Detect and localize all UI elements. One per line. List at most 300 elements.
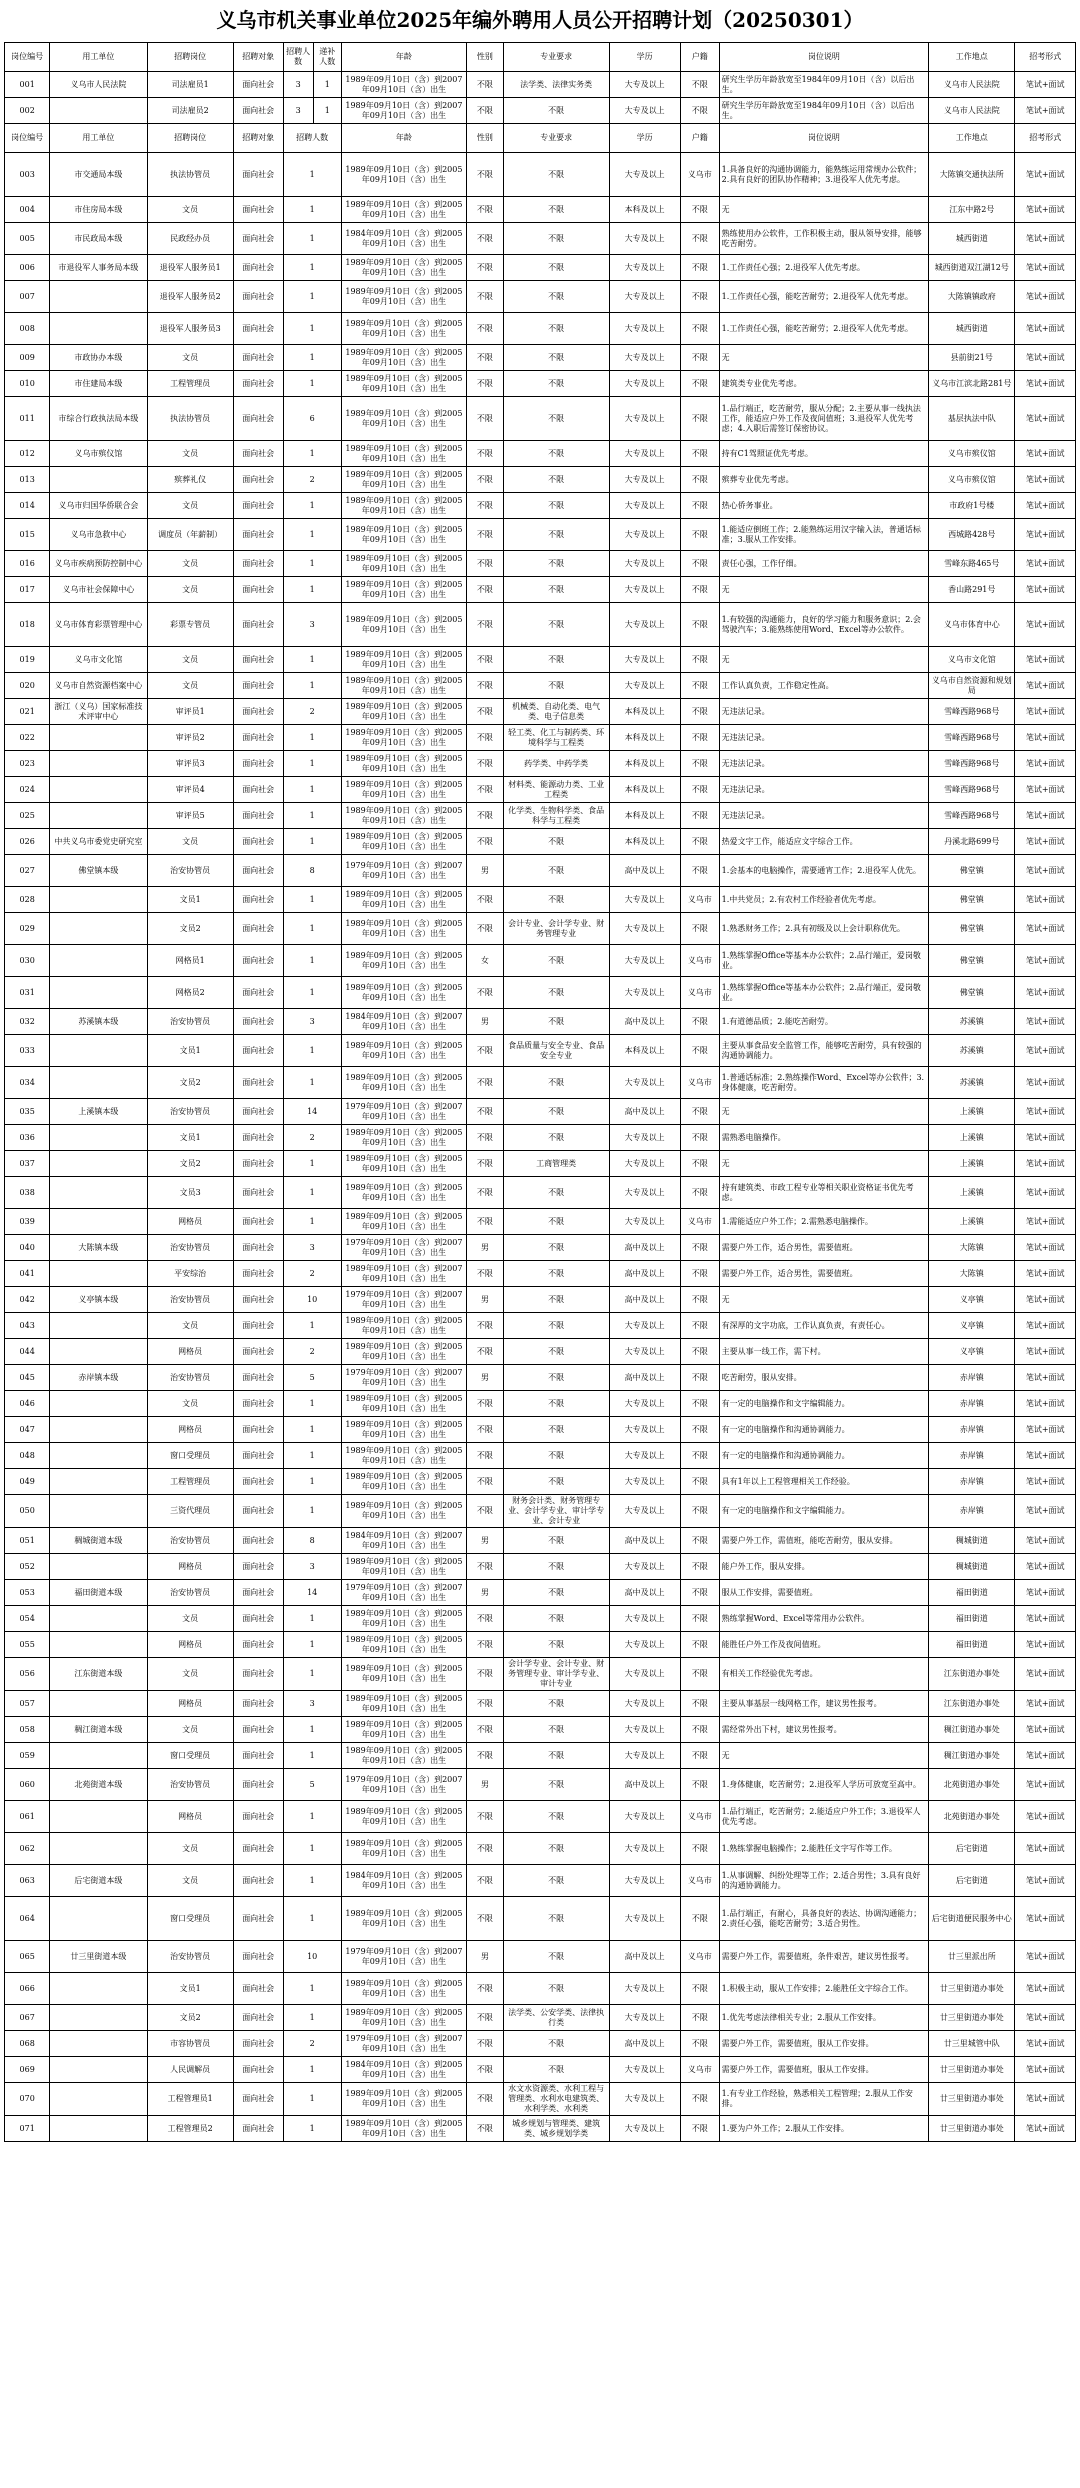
count-cell: 3 <box>283 1009 341 1035</box>
major-cell: 不限 <box>503 603 609 647</box>
age-cell: 1989年09月10日（含）到2005年09月10日（含）出生 <box>341 777 466 803</box>
target-cell: 面向社会 <box>233 673 283 699</box>
unit-cell: 义乌市归国华侨联合会 <box>50 493 147 519</box>
count-cell: 1 <box>283 313 341 345</box>
major-cell: 不限 <box>503 153 609 197</box>
age-cell: 1989年09月10日（含）到2005年09月10日（含）出生 <box>341 1632 466 1658</box>
exam-cell: 笔试+面试 <box>1015 1313 1076 1339</box>
target-cell: 面向社会 <box>233 2083 283 2116</box>
exam-cell: 笔试+面试 <box>1015 2005 1076 2031</box>
hukou-cell: 不限 <box>680 803 719 829</box>
target-cell: 面向社会 <box>233 945 283 977</box>
gender-cell: 不限 <box>467 493 504 519</box>
hukou-cell: 不限 <box>680 1691 719 1717</box>
age-cell: 1989年09月10日（含）到2005年09月10日（含）出生 <box>341 1495 466 1528</box>
age-cell: 1989年09月10日（含）到2005年09月10日（含）出生 <box>341 913 466 945</box>
unit-cell <box>50 2031 147 2057</box>
description-cell: 责任心强，工作仔细。 <box>719 551 928 577</box>
location-cell: 义亭镇 <box>929 1313 1015 1339</box>
id-cell: 013 <box>5 467 50 493</box>
position-cell: 文员 <box>147 493 233 519</box>
description-cell: 有一定的电脑操作和文字编辑能力。 <box>719 1495 928 1528</box>
count-cell: 1 <box>283 777 341 803</box>
target-cell: 面向社会 <box>233 1833 283 1865</box>
target-cell: 面向社会 <box>233 1443 283 1469</box>
age-cell: 1989年09月10日（含）到2007年09月10日（含）出生 <box>341 98 466 124</box>
target-cell: 面向社会 <box>233 519 283 551</box>
age-cell: 1989年09月10日（含）到2005年09月10日（含）出生 <box>341 467 466 493</box>
target-cell: 面向社会 <box>233 1606 283 1632</box>
education-cell: 高中及以上 <box>609 1099 680 1125</box>
count-cell: 1 <box>283 551 341 577</box>
hukou-cell: 不限 <box>680 1973 719 2005</box>
target-cell: 面向社会 <box>233 1151 283 1177</box>
table-row <box>5 945 1076 977</box>
count-cell: 2 <box>283 2031 341 2057</box>
position-cell: 治安协管员 <box>147 1580 233 1606</box>
description-cell: 有一定的电脑操作和文字编辑能力。 <box>719 1391 928 1417</box>
education-cell: 本科及以上 <box>609 777 680 803</box>
count-cell: 1 <box>283 153 341 197</box>
hukou-cell: 不限 <box>680 1580 719 1606</box>
location-cell: 大陈镇 <box>929 1261 1015 1287</box>
location-cell: 雪峰西路968号 <box>929 699 1015 725</box>
education-cell: 大专及以上 <box>609 977 680 1009</box>
education-cell: 大专及以上 <box>609 153 680 197</box>
unit-cell <box>50 1973 147 2005</box>
age-cell: 1989年09月10日（含）到2005年09月10日（含）出生 <box>341 1125 466 1151</box>
count-cell: 1 <box>283 673 341 699</box>
count-cell: 8 <box>283 855 341 887</box>
major-cell: 不限 <box>503 1417 609 1443</box>
position-cell: 审评员1 <box>147 699 233 725</box>
description-cell: 具有1年以上工程管理相关工作经验。 <box>719 1469 928 1495</box>
count-cell: 3 <box>283 1691 341 1717</box>
position-cell: 文员 <box>147 1833 233 1865</box>
unit-cell <box>50 1313 147 1339</box>
target-cell: 面向社会 <box>233 1973 283 2005</box>
education-cell: 大专及以上 <box>609 2083 680 2116</box>
hukou-cell: 不限 <box>680 197 719 223</box>
id-cell: 027 <box>5 855 50 887</box>
hukou-cell: 不限 <box>680 345 719 371</box>
target-cell: 面向社会 <box>233 98 283 124</box>
id-cell: 068 <box>5 2031 50 2057</box>
major-cell: 不限 <box>503 98 609 124</box>
age-cell: 1989年09月10日（含）到2005年09月10日（含）出生 <box>341 1151 466 1177</box>
education-cell: 大专及以上 <box>609 1443 680 1469</box>
position-cell: 市容协管员 <box>147 2031 233 2057</box>
table-row <box>5 751 1076 777</box>
hukou-cell: 不限 <box>680 751 719 777</box>
major-cell: 不限 <box>503 1177 609 1209</box>
education-cell: 大专及以上 <box>609 913 680 945</box>
major-cell: 不限 <box>503 1743 609 1769</box>
target-cell: 面向社会 <box>233 1313 283 1339</box>
gender-cell: 不限 <box>467 1417 504 1443</box>
table-row <box>5 699 1076 725</box>
age-cell: 1989年09月10日（含）到2005年09月10日（含）出生 <box>341 1339 466 1365</box>
location-cell: 大陈镇交通执法所 <box>929 153 1015 197</box>
exam-cell: 笔试+面试 <box>1015 887 1076 913</box>
education-cell: 高中及以上 <box>609 1365 680 1391</box>
id-cell: 006 <box>5 255 50 281</box>
unit-cell: 市退役军人事务局本级 <box>50 255 147 281</box>
position-cell: 审评员5 <box>147 803 233 829</box>
target-cell: 面向社会 <box>233 1009 283 1035</box>
unit-cell: 市住建局本级 <box>50 371 147 397</box>
exam-cell: 笔试+面试 <box>1015 1099 1076 1125</box>
id-cell: 049 <box>5 1469 50 1495</box>
gender-cell: 不限 <box>467 1067 504 1099</box>
position-cell: 治安协管员 <box>147 1009 233 1035</box>
major-cell: 不限 <box>503 1769 609 1801</box>
major-cell: 不限 <box>503 1632 609 1658</box>
education-cell: 大专及以上 <box>609 255 680 281</box>
age-cell: 1989年09月10日（含）到2005年09月10日（含）出生 <box>341 725 466 751</box>
gender-cell: 不限 <box>467 153 504 197</box>
table-row <box>5 1067 1076 1099</box>
column-header: 性别 <box>467 43 504 72</box>
major-cell: 不限 <box>503 577 609 603</box>
age-cell: 1989年09月10日（含）到2005年09月10日（含）出生 <box>341 577 466 603</box>
count-cell: 3 <box>283 98 313 124</box>
gender-cell: 不限 <box>467 1554 504 1580</box>
hukou-cell: 义乌市 <box>680 2057 719 2083</box>
location-cell: 西城路428号 <box>929 519 1015 551</box>
exam-cell: 笔试+面试 <box>1015 153 1076 197</box>
column-header: 学历 <box>609 124 680 153</box>
hukou-cell: 不限 <box>680 2116 719 2142</box>
table-row <box>5 577 1076 603</box>
description-cell: 1.中共党员；2.有农村工作经验者优先考虑。 <box>719 887 928 913</box>
age-cell: 1989年09月10日（含）到2005年09月10日（含）出生 <box>341 699 466 725</box>
count-cell: 1 <box>283 1469 341 1495</box>
count-cell: 1 <box>283 1973 341 2005</box>
unit-cell: 义乌市急救中心 <box>50 519 147 551</box>
target-cell: 面向社会 <box>233 829 283 855</box>
exam-cell: 笔试+面试 <box>1015 1443 1076 1469</box>
target-cell: 面向社会 <box>233 345 283 371</box>
description-cell: 需要户外工作，需要值班，条件艰苦，建议男性报考。 <box>719 1941 928 1973</box>
position-cell: 治安协管员 <box>147 1528 233 1554</box>
exam-cell: 笔试+面试 <box>1015 1606 1076 1632</box>
id-cell: 012 <box>5 441 50 467</box>
exam-cell: 笔试+面试 <box>1015 467 1076 493</box>
age-cell: 1984年09月10日（含）到2005年09月10日（含）出生 <box>341 2057 466 2083</box>
exam-cell: 笔试+面试 <box>1015 855 1076 887</box>
unit-cell <box>50 977 147 1009</box>
gender-cell: 不限 <box>467 255 504 281</box>
exam-cell: 笔试+面试 <box>1015 1495 1076 1528</box>
description-cell: 1.能适应倒班工作；2.能熟练运用汉字输入法，普通话标准；3.服从工作安排。 <box>719 519 928 551</box>
table-row <box>5 1941 1076 1973</box>
unit-cell: 义乌市体育彩票管理中心 <box>50 603 147 647</box>
unit-cell: 义乌市自然资源档案中心 <box>50 673 147 699</box>
gender-cell: 不限 <box>467 345 504 371</box>
education-cell: 大专及以上 <box>609 441 680 467</box>
table-row <box>5 1973 1076 2005</box>
id-cell: 005 <box>5 223 50 255</box>
hukou-cell: 不限 <box>680 441 719 467</box>
unit-cell <box>50 2005 147 2031</box>
major-cell: 法学类、公安学类、法律执行类 <box>503 2005 609 2031</box>
major-cell: 不限 <box>503 1209 609 1235</box>
education-cell: 大专及以上 <box>609 345 680 371</box>
hukou-cell: 不限 <box>680 1833 719 1865</box>
unit-cell <box>50 1801 147 1833</box>
count-cell: 1 <box>283 519 341 551</box>
description-cell: 需经常外出下村，建议男性报考。 <box>719 1717 928 1743</box>
education-cell: 大专及以上 <box>609 223 680 255</box>
exam-cell: 笔试+面试 <box>1015 1528 1076 1554</box>
education-cell: 大专及以上 <box>609 1391 680 1417</box>
location-cell: 江东中路2号 <box>929 197 1015 223</box>
gender-cell: 不限 <box>467 1035 504 1067</box>
education-cell: 大专及以上 <box>609 647 680 673</box>
gender-cell: 不限 <box>467 673 504 699</box>
position-cell: 司法雇员1 <box>147 72 233 98</box>
unit-cell <box>50 1691 147 1717</box>
major-cell: 药学类、中药学类 <box>503 751 609 777</box>
education-cell: 大专及以上 <box>609 397 680 441</box>
unit-cell: 浙江（义乌）国家标准技术评审中心 <box>50 699 147 725</box>
gender-cell: 不限 <box>467 1339 504 1365</box>
backup-cell: 1 <box>313 72 341 98</box>
hukou-cell: 不限 <box>680 913 719 945</box>
exam-cell: 笔试+面试 <box>1015 1865 1076 1897</box>
id-cell: 010 <box>5 371 50 397</box>
table-row <box>5 1632 1076 1658</box>
exam-cell: 笔试+面试 <box>1015 1743 1076 1769</box>
education-cell: 大专及以上 <box>609 1691 680 1717</box>
column-header: 招聘人数 <box>283 124 341 153</box>
target-cell: 面向社会 <box>233 2116 283 2142</box>
education-cell: 大专及以上 <box>609 1495 680 1528</box>
location-cell: 后宅街道 <box>929 1833 1015 1865</box>
position-cell: 文员 <box>147 551 233 577</box>
hukou-cell: 不限 <box>680 1151 719 1177</box>
description-cell: 持有C1驾照证优先考虑。 <box>719 441 928 467</box>
education-cell: 大专及以上 <box>609 945 680 977</box>
id-cell: 017 <box>5 577 50 603</box>
exam-cell: 笔试+面试 <box>1015 223 1076 255</box>
hukou-cell: 不限 <box>680 829 719 855</box>
id-cell: 055 <box>5 1632 50 1658</box>
count-cell: 1 <box>283 977 341 1009</box>
count-cell: 1 <box>283 1606 341 1632</box>
education-cell: 大专及以上 <box>609 493 680 519</box>
position-cell: 退役军人服务员2 <box>147 281 233 313</box>
major-cell: 不限 <box>503 223 609 255</box>
education-cell: 本科及以上 <box>609 725 680 751</box>
age-cell: 1989年09月10日（含）到2005年09月10日（含）出生 <box>341 1691 466 1717</box>
table-row <box>5 1035 1076 1067</box>
count-cell: 3 <box>283 1554 341 1580</box>
column-header: 招考形式 <box>1015 124 1076 153</box>
exam-cell: 笔试+面试 <box>1015 255 1076 281</box>
hukou-cell: 不限 <box>680 1769 719 1801</box>
hukou-cell: 不限 <box>680 397 719 441</box>
table-row <box>5 98 1076 124</box>
gender-cell: 不限 <box>467 1632 504 1658</box>
age-cell: 1989年09月10日（含）到2005年09月10日（含）出生 <box>341 153 466 197</box>
unit-cell: 市交通局本级 <box>50 153 147 197</box>
age-cell: 1989年09月10日（含）到2005年09月10日（含）出生 <box>341 1897 466 1941</box>
description-cell: 殡葬专业优先考虑。 <box>719 467 928 493</box>
major-cell: 不限 <box>503 1897 609 1941</box>
education-cell: 本科及以上 <box>609 829 680 855</box>
major-cell: 不限 <box>503 1067 609 1099</box>
position-cell: 文员1 <box>147 1973 233 2005</box>
id-cell: 015 <box>5 519 50 551</box>
location-cell: 雪峰西路968号 <box>929 751 1015 777</box>
education-cell: 大专及以上 <box>609 887 680 913</box>
table-row <box>5 2057 1076 2083</box>
target-cell: 面向社会 <box>233 1235 283 1261</box>
gender-cell: 不限 <box>467 977 504 1009</box>
unit-cell <box>50 1339 147 1365</box>
description-cell: 1.普通话标准；2.熟练操作Word、Excel等办公软件；3.身体健康，吃苦耐劳。 <box>719 1067 928 1099</box>
position-cell: 网格员 <box>147 1209 233 1235</box>
count-cell: 1 <box>283 223 341 255</box>
table-row <box>5 1287 1076 1313</box>
major-cell: 化学类、生物科学类、食品科学与工程类 <box>503 803 609 829</box>
table-row <box>5 1391 1076 1417</box>
location-cell: 义乌市自然资源和规划局 <box>929 673 1015 699</box>
count-cell: 1 <box>283 725 341 751</box>
major-cell: 不限 <box>503 1261 609 1287</box>
education-cell: 大专及以上 <box>609 1339 680 1365</box>
target-cell: 面向社会 <box>233 72 283 98</box>
position-cell: 网格员2 <box>147 977 233 1009</box>
gender-cell: 不限 <box>467 519 504 551</box>
table-row <box>5 673 1076 699</box>
id-cell: 071 <box>5 2116 50 2142</box>
table-row <box>5 197 1076 223</box>
unit-cell: 市民政局本级 <box>50 223 147 255</box>
gender-cell: 不限 <box>467 577 504 603</box>
unit-cell <box>50 1261 147 1287</box>
id-cell: 042 <box>5 1287 50 1313</box>
hukou-cell: 不限 <box>680 2083 719 2116</box>
location-cell: 城西街道双江湖12号 <box>929 255 1015 281</box>
major-cell: 会计专业、会计学专业、财务管理专业 <box>503 913 609 945</box>
position-cell: 民政经办员 <box>147 223 233 255</box>
hukou-cell: 不限 <box>680 1528 719 1554</box>
age-cell: 1989年09月10日（含）到2005年09月10日（含）出生 <box>341 803 466 829</box>
major-cell: 不限 <box>503 829 609 855</box>
table-row <box>5 371 1076 397</box>
location-cell: 福田街道 <box>929 1606 1015 1632</box>
description-cell: 1.积极主动，服从工作安排；2.能胜任文字综合工作。 <box>719 1973 928 2005</box>
unit-cell <box>50 913 147 945</box>
unit-cell <box>50 2057 147 2083</box>
major-cell: 不限 <box>503 1833 609 1865</box>
unit-cell <box>50 1495 147 1528</box>
unit-cell <box>50 2083 147 2116</box>
position-cell: 文员 <box>147 829 233 855</box>
unit-cell <box>50 945 147 977</box>
major-cell: 不限 <box>503 493 609 519</box>
exam-cell: 笔试+面试 <box>1015 725 1076 751</box>
location-cell: 香山路291号 <box>929 577 1015 603</box>
id-cell: 066 <box>5 1973 50 2005</box>
unit-cell <box>50 281 147 313</box>
description-cell: 1.有专业工作经验，熟悉相关工程管理；2.服从工作安排。 <box>719 2083 928 2116</box>
count-cell: 1 <box>283 1658 341 1691</box>
education-cell: 大专及以上 <box>609 1125 680 1151</box>
count-cell: 1 <box>283 913 341 945</box>
target-cell: 面向社会 <box>233 1632 283 1658</box>
description-cell: 1.熟练掌握Office等基本办公软件；2.品行端正，爱岗敬业。 <box>719 945 928 977</box>
count-cell: 1 <box>283 1632 341 1658</box>
description-cell: 工作认真负责，工作稳定性高。 <box>719 673 928 699</box>
exam-cell: 笔试+面试 <box>1015 1632 1076 1658</box>
description-cell: 无 <box>719 647 928 673</box>
age-cell: 1989年09月10日（含）到2007年09月10日（含）出生 <box>341 1261 466 1287</box>
target-cell: 面向社会 <box>233 913 283 945</box>
table-row <box>5 551 1076 577</box>
gender-cell: 不限 <box>467 1833 504 1865</box>
education-cell: 大专及以上 <box>609 467 680 493</box>
position-cell: 殡葬礼仪 <box>147 467 233 493</box>
id-cell: 039 <box>5 1209 50 1235</box>
count-cell: 1 <box>283 2116 341 2142</box>
position-cell: 退役军人服务员3 <box>147 313 233 345</box>
major-cell: 城乡规划与管理类、建筑类、城乡规划学类 <box>503 2116 609 2142</box>
count-cell: 3 <box>283 72 313 98</box>
major-cell: 不限 <box>503 673 609 699</box>
location-cell: 福田街道 <box>929 1632 1015 1658</box>
position-cell: 治安协管员 <box>147 1941 233 1973</box>
description-cell: 1.熟悉财务工作；2.具有初级及以上会计职称优先。 <box>719 913 928 945</box>
id-cell: 037 <box>5 1151 50 1177</box>
id-cell: 035 <box>5 1099 50 1125</box>
location-cell: 义乌市人民法院 <box>929 98 1015 124</box>
position-cell: 文员1 <box>147 887 233 913</box>
age-cell: 1989年09月10日（含）到2005年09月10日（含）出生 <box>341 1469 466 1495</box>
hukou-cell: 不限 <box>680 1443 719 1469</box>
id-cell: 014 <box>5 493 50 519</box>
location-cell: 雪峰西路968号 <box>929 725 1015 751</box>
exam-cell: 笔试+面试 <box>1015 1717 1076 1743</box>
hukou-cell: 不限 <box>680 1177 719 1209</box>
table-row <box>5 72 1076 98</box>
education-cell: 大专及以上 <box>609 1313 680 1339</box>
target-cell: 面向社会 <box>233 1287 283 1313</box>
unit-cell <box>50 1035 147 1067</box>
target-cell: 面向社会 <box>233 699 283 725</box>
target-cell: 面向社会 <box>233 223 283 255</box>
hukou-cell: 不限 <box>680 1743 719 1769</box>
age-cell: 1989年09月10日（含）到2005年09月10日（含）出生 <box>341 493 466 519</box>
gender-cell: 不限 <box>467 913 504 945</box>
table-row <box>5 397 1076 441</box>
target-cell: 面向社会 <box>233 855 283 887</box>
description-cell: 主要从事一线工作，需下村。 <box>719 1339 928 1365</box>
column-header: 招聘人数 <box>283 43 313 72</box>
id-cell: 028 <box>5 887 50 913</box>
id-cell: 030 <box>5 945 50 977</box>
gender-cell: 不限 <box>467 887 504 913</box>
gender-cell: 不限 <box>467 1261 504 1287</box>
unit-cell: 义乌市人民法院 <box>50 72 147 98</box>
education-cell: 大专及以上 <box>609 603 680 647</box>
id-cell: 041 <box>5 1261 50 1287</box>
target-cell: 面向社会 <box>233 1035 283 1067</box>
exam-cell: 笔试+面试 <box>1015 647 1076 673</box>
